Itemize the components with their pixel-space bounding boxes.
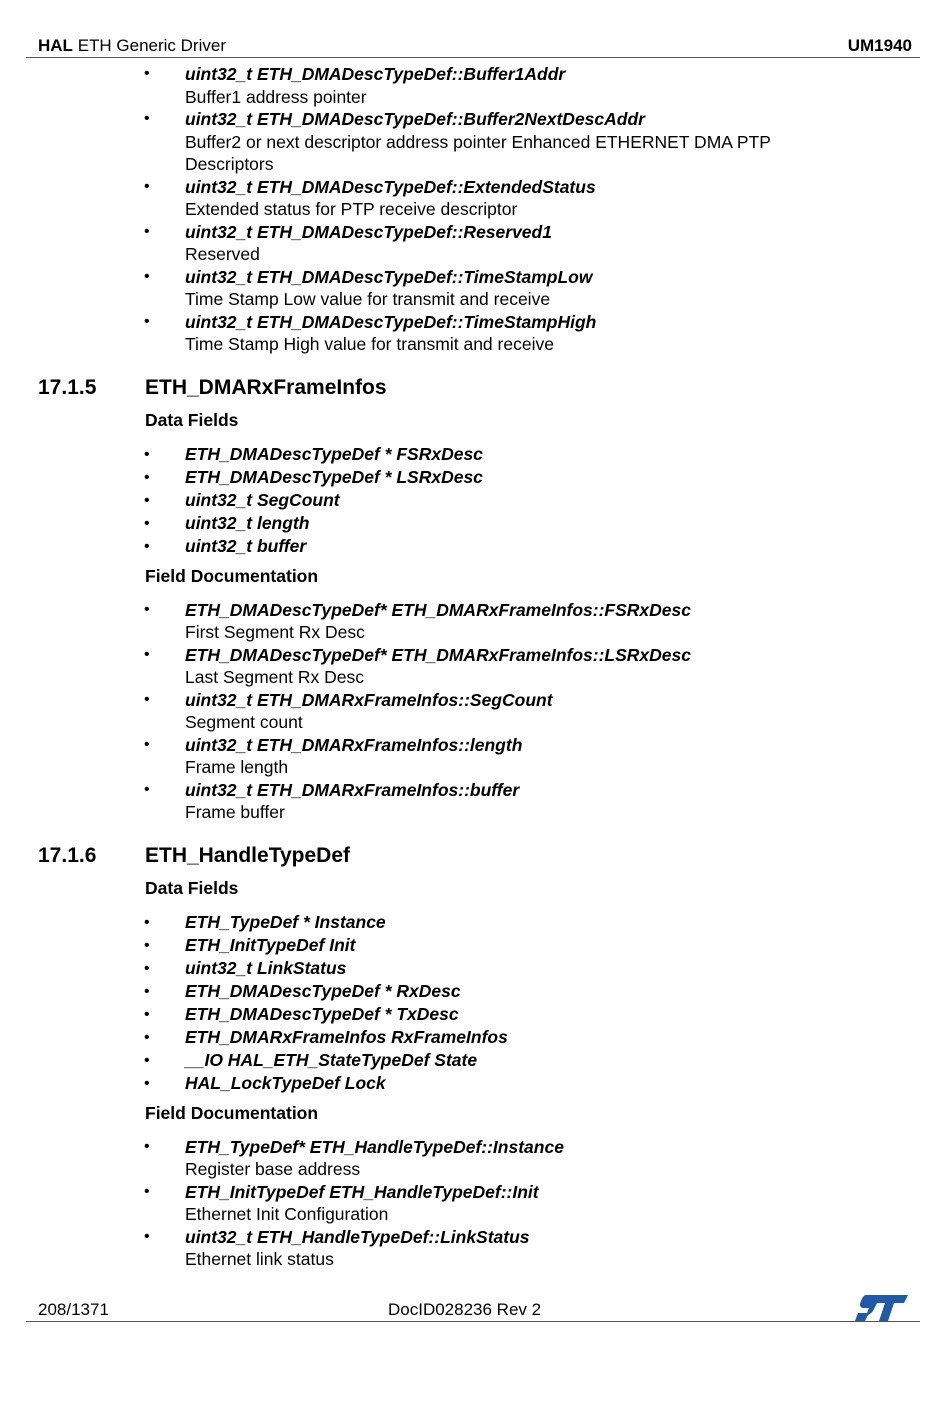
data-field: • uint32_t LinkStatus xyxy=(185,957,347,978)
list-item xyxy=(0,443,950,466)
field-documentation-list xyxy=(0,599,950,824)
data-field: • uint32_t buffer xyxy=(185,535,307,556)
list-item xyxy=(0,466,950,489)
field-description: Buffer1 address pointer xyxy=(185,86,367,107)
field-signature: • ETH_DMADescTypeDef* ETH_DMARxFrameInfos::FSRxDesc xyxy=(185,599,691,620)
list-item xyxy=(0,176,950,221)
data-field: • ETH_DMADescTypeDef * LSRxDesc xyxy=(185,466,483,487)
data-field: • ETH_DMADescTypeDef * FSRxDesc xyxy=(185,443,483,464)
list-item xyxy=(0,1026,950,1049)
section-title: ETH_HandleTypeDef xyxy=(145,843,350,867)
list-item xyxy=(0,934,950,957)
data-field: • ETH_DMADescTypeDef * RxDesc xyxy=(185,980,461,1001)
field-description: Frame buffer xyxy=(185,802,285,822)
field-signature: • ETH_TypeDef* ETH_HandleTypeDef::Instance xyxy=(185,1136,564,1157)
list-item xyxy=(0,266,950,311)
st-logo-icon xyxy=(854,1292,910,1329)
list-item xyxy=(0,644,950,689)
list-item xyxy=(0,779,950,824)
list-item xyxy=(0,599,950,644)
list-item xyxy=(0,1136,950,1181)
field-signature: • uint32_t ETH_HandleTypeDef::LinkStatus xyxy=(185,1226,530,1247)
field-description: Segment count xyxy=(185,712,303,732)
list-item xyxy=(0,63,950,108)
field-signature: • uint32_t ETH_DMADescTypeDef::TimeStampHigh xyxy=(185,311,597,332)
field-signature: • uint32_t ETH_DMADescTypeDef::Reserved1 xyxy=(185,221,552,242)
field-description: Frame length xyxy=(185,757,289,777)
field-description: Extended status for PTP receive descriptor xyxy=(185,199,518,219)
data-field: • HAL_LockTypeDef Lock xyxy=(185,1072,386,1093)
field-description: Reserved xyxy=(185,244,260,264)
doc-id: DocID028236 Rev 2 xyxy=(388,1300,542,1319)
field-description: Ethernet Init Configuration xyxy=(185,1204,389,1224)
list-item xyxy=(0,1049,950,1072)
field-description: Time Stamp High value for transmit and receive xyxy=(185,334,554,354)
section-heading-17-1-5 xyxy=(0,372,950,402)
list-item xyxy=(0,311,950,356)
section-number: 17.1.5 xyxy=(38,375,97,399)
list-item xyxy=(0,734,950,779)
data-fields-list xyxy=(0,443,950,558)
section-number: 17.1.6 xyxy=(38,843,97,867)
st-logo-graphic xyxy=(854,1292,910,1324)
list-item xyxy=(0,535,950,558)
field-signature: • ETH_DMADescTypeDef* ETH_DMARxFrameInfos::LSRxDesc xyxy=(185,644,691,665)
list-item xyxy=(0,1072,950,1095)
field-description: Ethernet link status xyxy=(185,1249,334,1269)
field-description: Buffer2 or next descriptor address pointer Enhanced ETHERNET DMA PTP Descriptors xyxy=(185,131,771,174)
data-field: • uint32_t SegCount xyxy=(185,489,340,510)
list-item xyxy=(0,911,950,934)
field-signature: • ETH_InitTypeDef ETH_HandleTypeDef::Init xyxy=(185,1181,539,1202)
list-item xyxy=(0,489,950,512)
page-footer xyxy=(38,1300,912,1322)
list-item xyxy=(0,221,950,266)
data-fields-heading: Data Fields xyxy=(145,409,239,430)
field-signature: • uint32_t ETH_DMARxFrameInfos::length xyxy=(185,734,523,755)
field-signature: • uint32_t ETH_DMADescTypeDef::TimeStampLow xyxy=(185,266,593,287)
field-signature: • uint32_t ETH_DMADescTypeDef::Buffer2NextDescAddr xyxy=(185,109,645,129)
field-signature: • uint32_t ETH_DMADescTypeDef::ExtendedStatus xyxy=(185,176,596,197)
list-item xyxy=(0,1226,950,1271)
footer-rule xyxy=(26,1321,920,1322)
section-title: ETH_DMARxFrameInfos xyxy=(145,375,387,399)
header-brand: HAL xyxy=(38,36,73,55)
field-description: Last Segment Rx Desc xyxy=(185,667,364,687)
field-documentation-heading: Field Documentation xyxy=(145,1102,319,1123)
header-rule xyxy=(26,57,920,58)
field-signature: • uint32_t ETH_DMADescTypeDef::Buffer1Addr xyxy=(185,64,566,84)
list-item xyxy=(0,1003,950,1026)
list-item xyxy=(0,957,950,980)
page-header xyxy=(38,36,912,56)
top-field-list xyxy=(0,63,950,356)
list-item xyxy=(0,512,950,535)
page-content xyxy=(0,63,950,1271)
field-documentation-list xyxy=(0,1136,950,1271)
data-field: • ETH_TypeDef * Instance xyxy=(185,911,386,932)
header-title-group xyxy=(38,36,226,56)
header-doc-code: UM1940 xyxy=(847,36,912,55)
data-fields-heading: Data Fields xyxy=(145,877,239,898)
data-fields-list xyxy=(0,911,950,1095)
data-field: • __IO HAL_ETH_StateTypeDef State xyxy=(185,1049,478,1070)
section-heading-17-1-6 xyxy=(0,840,950,870)
data-field: • ETH_DMARxFrameInfos RxFrameInfos xyxy=(185,1026,508,1047)
list-item xyxy=(0,108,950,176)
data-field: • uint32_t length xyxy=(185,512,310,533)
list-item xyxy=(0,689,950,734)
field-description: Register base address xyxy=(185,1159,361,1179)
field-signature: • uint32_t ETH_DMARxFrameInfos::buffer xyxy=(185,779,520,800)
data-field: • ETH_InitTypeDef Init xyxy=(185,934,356,955)
page-number: 208/1371 xyxy=(38,1300,109,1319)
data-field: • ETH_DMADescTypeDef * TxDesc xyxy=(185,1003,459,1024)
header-title: ETH Generic Driver xyxy=(77,36,226,55)
field-description: First Segment Rx Desc xyxy=(185,622,365,642)
list-item xyxy=(0,1181,950,1226)
field-description: Time Stamp Low value for transmit and receive xyxy=(185,289,551,309)
field-documentation-heading: Field Documentation xyxy=(145,565,319,586)
field-signature: • uint32_t ETH_DMARxFrameInfos::SegCount xyxy=(185,689,553,710)
list-item xyxy=(0,980,950,1003)
